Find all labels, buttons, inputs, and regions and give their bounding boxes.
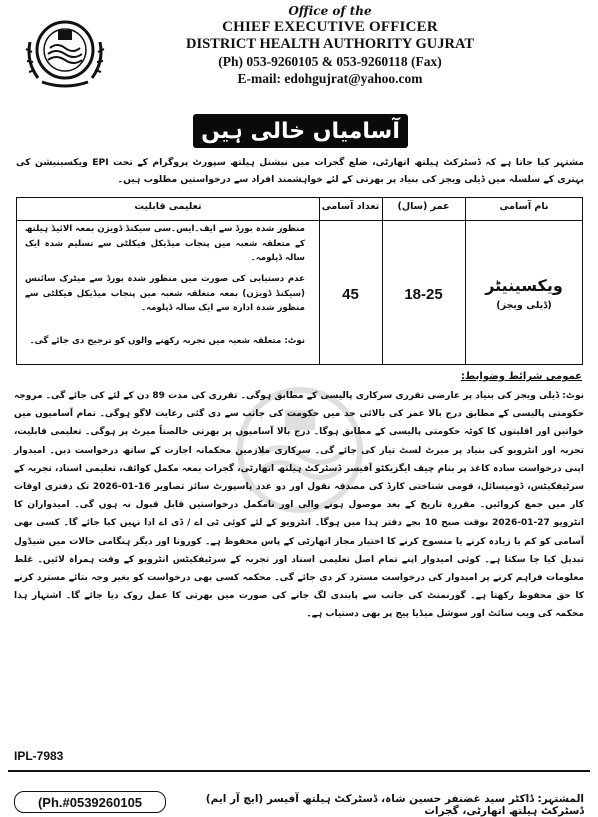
header-count: تعداد آسامی — [321, 201, 380, 212]
office-header — [120, 4, 540, 87]
office-of-label: Office of the — [288, 4, 372, 18]
vacancy-table — [16, 197, 583, 365]
age-range: 18-25 — [404, 286, 443, 303]
email-line: E-mail: edohgujrat@yahoo.com — [237, 71, 423, 86]
header-age: عمر (سال) — [397, 201, 450, 212]
header-post: نام آسامی — [499, 201, 549, 212]
vacancies-banner: آسامیاں خالی ہیں — [193, 114, 408, 148]
header-qualification: تعلیمی قابلیت — [134, 201, 202, 212]
punjab-government-seal-icon — [20, 12, 110, 90]
advertiser-line: المشتہر: ڈاکٹر سید غضنفر حسین شاہ، ڈسٹرکٹ ہیلتھ آفیسر (ایچ آر ایم) ڈسٹرکٹ ہیلتھ اتھارٹی، گجرات — [205, 793, 584, 817]
chief-executive-officer-title: CHIEF EXECUTIVE OFFICER — [222, 19, 438, 35]
qualification-note: نوٹ: متعلقہ شعبہ میں تجربہ رکھنے والوں کو ترجیح دی جائے گی۔ — [29, 336, 305, 346]
qualification-line-2: عدم دستیابی کی صورت میں منظور شدہ بورڈ سے میٹرک سائنس (سیکنڈ ڈویژن) بمعہ متعلقہ شعبہ میں پنجاب میڈیکل فیکلٹی سے منظور شدہ ادارہ سے ایک سالہ ڈپلومہ۔ — [25, 274, 305, 313]
qualification-line-1: منظور شدہ بورڈ سے ایف۔ایس۔سی سیکنڈ ڈویژن بمعہ الائیڈ ہیلتھ کے متعلقہ شعبہ میں پنجاب میڈیکل فیکلٹی سے تسلیم شدہ ایک سالہ ڈپلومہ۔ — [25, 224, 305, 263]
footer-phone-box: (Ph.#0539260105 — [14, 791, 166, 813]
district-health-authority-title: DISTRICT HEALTH AUTHORITY GUJRAT — [185, 36, 475, 52]
post-count: 45 — [342, 286, 359, 303]
terms-paragraph: نوٹ: ڈیلی ویجز کی بنیاد پر عارضی تقرری سرکاری پالیسی کے مطابق ہوگی۔ تقرری کی مدت 89 دن کے لئے کی جائے گی۔ مروجہ حکومتی پالیسی کے مطابق درج بالا عمر کی بالائی حد میں حکومت کی جانب سے دی گئی رعایت لاگو ہوگی۔ تمام آسامیوں میں خواتین اور اقلیتوں کا کوٹہ حکومتی پالیسی کے مطابق ہوگا۔ درج بالا آسامیوں پر بھرتی خالصتاً میرٹ پر ہوگی۔ تعلیمی قابلیت، تجربہ اور انٹرویو کی بنیاد پر میرٹ لسٹ تیار کی جائے گی۔ سرکاری ملازمین محکمانہ اجازت کے ساتھ درخواست دیں۔ امیدوار اپنی درخواست سادہ کاغذ پر بنام چیف ایگزیکٹو آفیسر ڈسٹرکٹ ہیلتھ اتھارٹی، گجرات بمعہ مکمل کوائف، تعلیمی اسناد، تجربہ کے سرٹیفکیٹس، ڈومیسائل، قومی شناختی کارڈ کی مصدقہ نقول اور دو عدد پاسپورٹ سائز تصاویر 16-01-2026 تک دفتری اوقات کار میں جمع کروائیں۔ مقررہ تاریخ کے بعد موصول ہونے والی اور نامکمل درخواستیں قابل قبول نہ ہوں گی۔ امیدواران کا انٹرویو 27-01-2026 بوقت صبح 10 بجے دفتر ہذا میں ہوگا۔ انٹرویو کے لئے کوئی ٹی اے / ڈی اے ادا نہیں کیا جائے گا۔ کسی بھی آسامی کو کم یا زیادہ کرنے یا منسوخ کرنے کا اختیار مجاز اتھارٹی کے پاس محفوظ ہے۔ کورونا اور دیگر ہنگامی حالات میں شیڈول تبدیل کیا جا سکتا ہے۔ کوئی امیدوار اپنے تمام اصل تعلیمی اسناد اور تجربہ کے سرٹیفکیٹس انٹرویو کے وقت ہمراہ لائیں۔ غلط معلومات فراہم کرنے پر امیدوار کی درخواست مسترد کر دی جائے گی۔ محکمہ کسی بھی درخواست کو بغیر وجہ بتائے مسترد کرنے کا حق محفوظ رکھتا ہے۔ گورنمنٹ کی جانب سے پابندی لگ جانے کی صورت میں بھرتی کا عمل روک دیا جائے گا۔ اشتہار ہذا محکمہ کی ویب سائٹ اور سوشل میڈیا پیج پر بھی دستیاب ہے۔ — [14, 391, 584, 620]
ipl-number: IPL-7983 — [14, 749, 64, 763]
terms-title: عمومی شرائط وضوابط: — [460, 371, 582, 382]
phone-fax-line: (Ph) 053-9260105 & 053-9260118 (Fax) — [218, 54, 442, 69]
intro-paragraph: مشتہر کیا جاتا ہے کہ ڈسٹرکٹ ہیلتھ اتھارٹی، ضلع گجرات میں نیشنل ہیلتھ سپورٹ پروگرام کے تحت EPI ویکسینیشن کی بہتری کے سلسلہ میں ڈیلی ویجز کی بنیاد پر بھرتی کے لئے خواہشمند افراد سے درخواستیں مطلوب ہیں۔ — [16, 157, 584, 185]
footer — [8, 770, 590, 817]
post-name: ویکسینیٹر — [485, 276, 563, 295]
table-column-divider — [319, 198, 320, 364]
post-type: (ڈیلی ویجز) — [496, 300, 552, 311]
table-column-divider — [382, 198, 383, 364]
